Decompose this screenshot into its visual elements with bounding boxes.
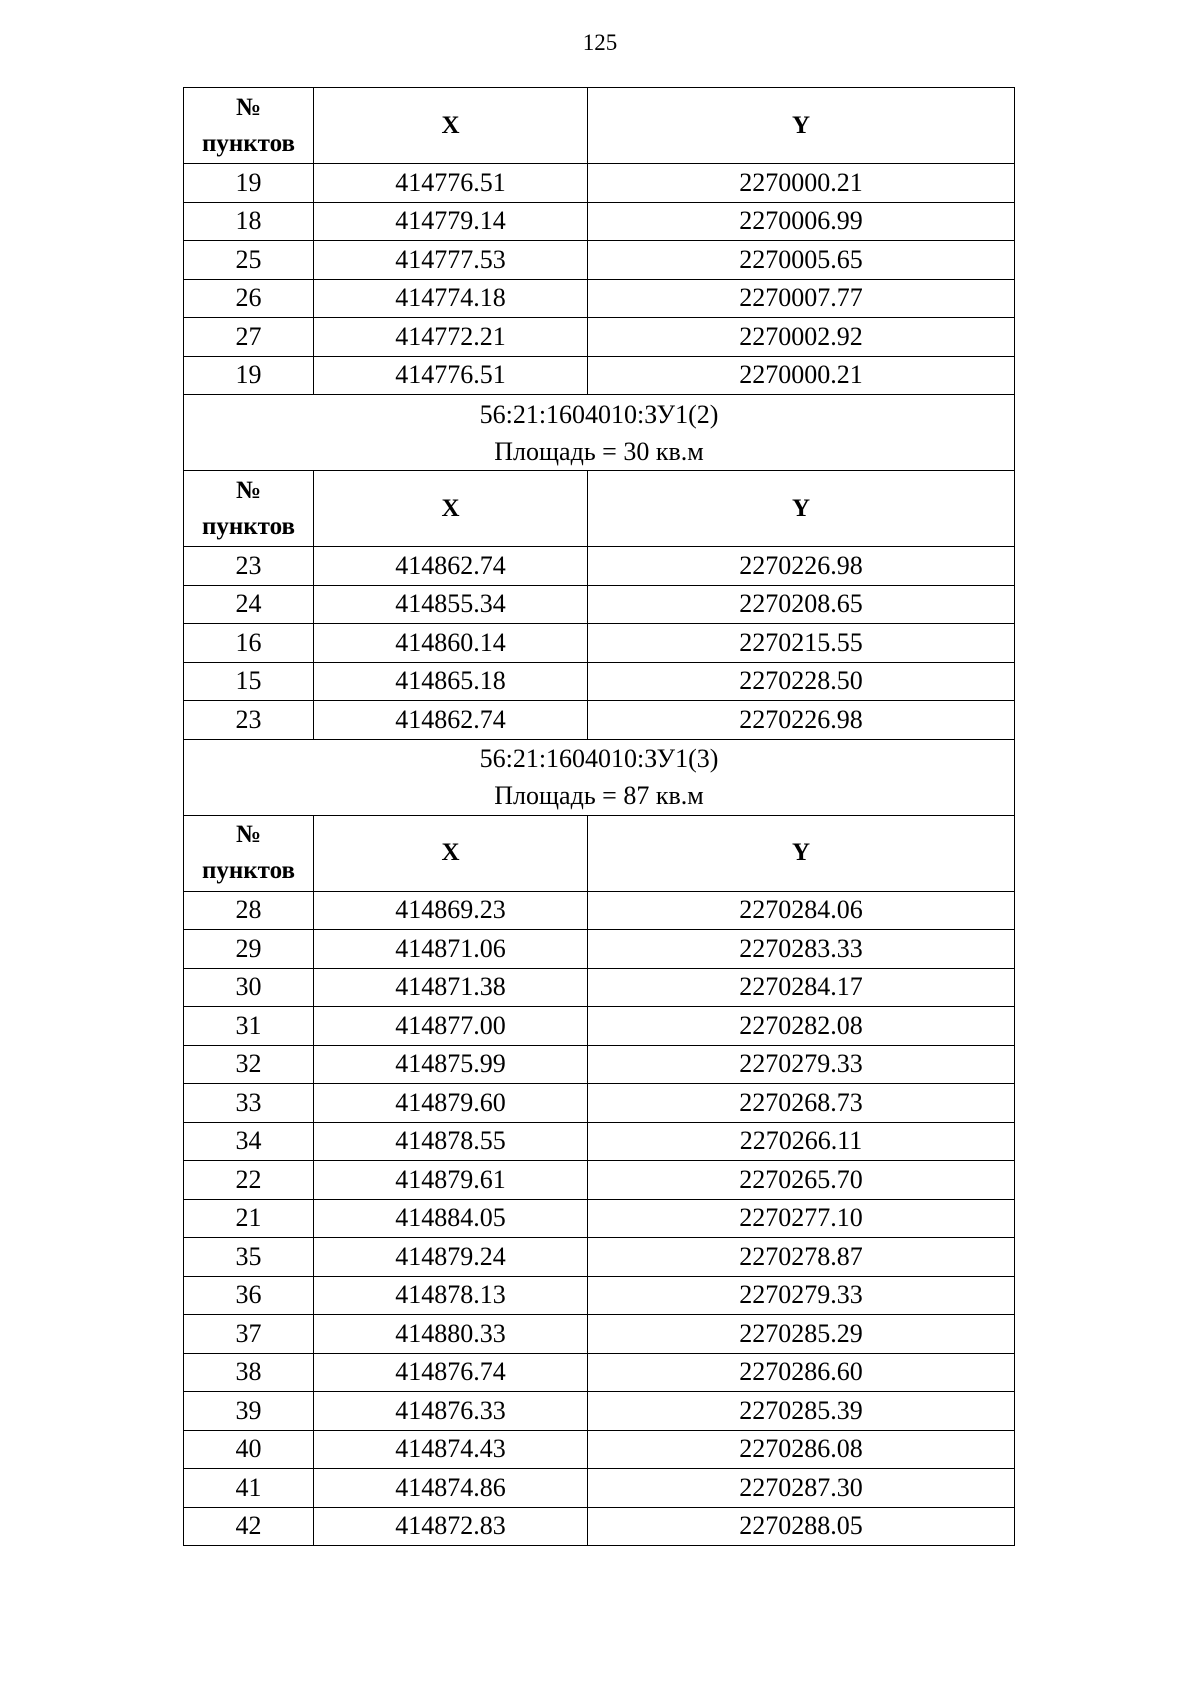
header-row [184,815,1015,891]
x-coordinate-cell: 414855.34 [314,585,588,624]
header-num-word: пунктов [201,857,296,884]
table-row [184,930,1015,969]
section-title-row [184,739,1015,815]
point-number-cell: 21 [184,1199,314,1238]
header-y: Y [588,88,1015,164]
table-row [184,1353,1015,1392]
header-point-number [184,88,314,164]
x-coordinate-cell: 414777.53 [314,241,588,280]
y-coordinate-cell: 2270215.55 [588,624,1015,663]
x-coordinate-cell: 414772.21 [314,318,588,357]
y-coordinate-cell: 2270226.98 [588,701,1015,740]
point-number-cell: 39 [184,1392,314,1431]
x-coordinate-cell: 414776.51 [314,164,588,203]
point-number-cell: 26 [184,279,314,318]
header-x: X [314,88,588,164]
y-coordinate-cell: 2270006.99 [588,202,1015,241]
y-coordinate-cell: 2270283.33 [588,930,1015,969]
table-row [184,202,1015,241]
header-num-symbol: № [235,476,262,504]
section-title-row [184,395,1015,471]
x-coordinate-cell: 414878.13 [314,1276,588,1315]
x-coordinate-cell: 414872.83 [314,1507,588,1546]
x-coordinate-cell: 414779.14 [314,202,588,241]
y-coordinate-cell: 2270000.21 [588,356,1015,395]
table-row [184,279,1015,318]
point-number-cell: 35 [184,1238,314,1277]
y-coordinate-cell: 2270277.10 [588,1199,1015,1238]
point-number-cell: 34 [184,1122,314,1161]
y-coordinate-cell: 2270266.11 [588,1122,1015,1161]
header-row [184,88,1015,164]
page-number: 125 [582,30,618,55]
point-number-cell: 40 [184,1430,314,1469]
y-coordinate-cell: 2270286.08 [588,1430,1015,1469]
header-row [184,471,1015,547]
point-number-cell: 23 [184,547,314,586]
y-coordinate-cell: 2270284.17 [588,968,1015,1007]
y-coordinate-cell: 2270228.50 [588,662,1015,701]
x-coordinate-cell: 414774.18 [314,279,588,318]
table-row [184,1315,1015,1354]
point-number-cell: 16 [184,624,314,663]
point-number-cell: 23 [184,701,314,740]
table-row [184,1007,1015,1046]
x-coordinate-cell: 414878.55 [314,1122,588,1161]
parcel-area: Площадь = 87 кв.м [494,781,704,810]
table-row [184,1392,1015,1431]
parcel-id: 56:21:1604010:ЗУ1(3) [479,744,719,773]
table-row [184,1045,1015,1084]
y-coordinate-cell: 2270208.65 [588,585,1015,624]
x-coordinate-cell: 414876.33 [314,1392,588,1431]
point-number-cell: 25 [184,241,314,280]
x-coordinate-cell: 414869.23 [314,891,588,930]
y-coordinate-cell: 2270005.65 [588,241,1015,280]
header-num-word: пунктов [201,512,296,540]
parcel-id: 56:21:1604010:ЗУ1(2) [479,399,719,429]
y-coordinate-cell: 2270007.77 [588,279,1015,318]
point-number-cell: 22 [184,1161,314,1200]
x-coordinate-cell: 414874.86 [314,1469,588,1508]
point-number-cell: 31 [184,1007,314,1046]
point-number-cell: 33 [184,1084,314,1123]
table-row [184,241,1015,280]
y-coordinate-cell: 2270268.73 [588,1084,1015,1123]
header-y: Y [588,471,1015,547]
y-coordinate-cell: 2270284.06 [588,891,1015,930]
x-coordinate-cell: 414884.05 [314,1199,588,1238]
table-row [184,1161,1015,1200]
point-number-cell: 36 [184,1276,314,1315]
y-coordinate-cell: 2270000.21 [588,164,1015,203]
table-row [184,585,1015,624]
x-coordinate-cell: 414877.00 [314,1007,588,1046]
y-coordinate-cell: 2270285.39 [588,1392,1015,1431]
point-number-cell: 19 [184,164,314,203]
table-row [184,1469,1015,1508]
x-coordinate-cell: 414860.14 [314,624,588,663]
x-coordinate-cell: 414879.60 [314,1084,588,1123]
coordinates-table-body [184,88,1015,1546]
y-coordinate-cell: 2270278.87 [588,1238,1015,1277]
x-coordinate-cell: 414862.74 [314,701,588,740]
x-coordinate-cell: 414865.18 [314,662,588,701]
table-row [184,318,1015,357]
x-coordinate-cell: 414874.43 [314,1430,588,1469]
y-coordinate-cell: 2270288.05 [588,1507,1015,1546]
point-number-cell: 37 [184,1315,314,1354]
y-coordinate-cell: 2270287.30 [588,1469,1015,1508]
table-row [184,1507,1015,1546]
y-coordinate-cell: 2270265.70 [588,1161,1015,1200]
point-number-cell: 24 [184,585,314,624]
point-number-cell: 32 [184,1045,314,1084]
table-row [184,1276,1015,1315]
table-row [184,1122,1015,1161]
x-coordinate-cell: 414876.74 [314,1353,588,1392]
x-coordinate-cell: 414879.61 [314,1161,588,1200]
table-row [184,1238,1015,1277]
y-coordinate-cell: 2270226.98 [588,547,1015,586]
point-number-cell: 29 [184,930,314,969]
y-coordinate-cell: 2270279.33 [588,1045,1015,1084]
table-row [184,891,1015,930]
y-coordinate-cell: 2270282.08 [588,1007,1015,1046]
table-row [184,1199,1015,1238]
table-row [184,968,1015,1007]
x-coordinate-cell: 414871.06 [314,930,588,969]
section-title-cell [184,395,1015,471]
table-row [184,624,1015,663]
table-row [184,1430,1015,1469]
y-coordinate-cell: 2270279.33 [588,1276,1015,1315]
parcel-area: Площадь = 30 кв.м [494,436,704,466]
point-number-cell: 18 [184,202,314,241]
header-point-number [184,815,314,891]
point-number-cell: 38 [184,1353,314,1392]
table-row [184,164,1015,203]
x-coordinate-cell: 414871.38 [314,968,588,1007]
y-coordinate-cell: 2270285.29 [588,1315,1015,1354]
point-number-cell: 15 [184,662,314,701]
coordinates-table [183,87,1015,1546]
table-row [184,547,1015,586]
header-num-word: пунктов [201,129,296,157]
header-x: X [314,471,588,547]
header-point-number [184,471,314,547]
point-number-cell: 30 [184,968,314,1007]
x-coordinate-cell: 414880.33 [314,1315,588,1354]
table-row [184,1084,1015,1123]
header-y: Y [588,815,1015,891]
y-coordinate-cell: 2270286.60 [588,1353,1015,1392]
point-number-cell: 28 [184,891,314,930]
table-row [184,356,1015,395]
point-number-cell: 41 [184,1469,314,1508]
y-coordinate-cell: 2270002.92 [588,318,1015,357]
table-row [184,662,1015,701]
table-row [184,701,1015,740]
section-title-cell [184,739,1015,815]
point-number-cell: 42 [184,1507,314,1546]
x-coordinate-cell: 414776.51 [314,356,588,395]
point-number-cell: 27 [184,318,314,357]
x-coordinate-cell: 414862.74 [314,547,588,586]
x-coordinate-cell: 414879.24 [314,1238,588,1277]
point-number-cell: 19 [184,356,314,395]
header-num-symbol: № [235,93,262,121]
header-num-symbol: № [235,821,262,848]
x-coordinate-cell: 414875.99 [314,1045,588,1084]
header-x: X [314,815,588,891]
